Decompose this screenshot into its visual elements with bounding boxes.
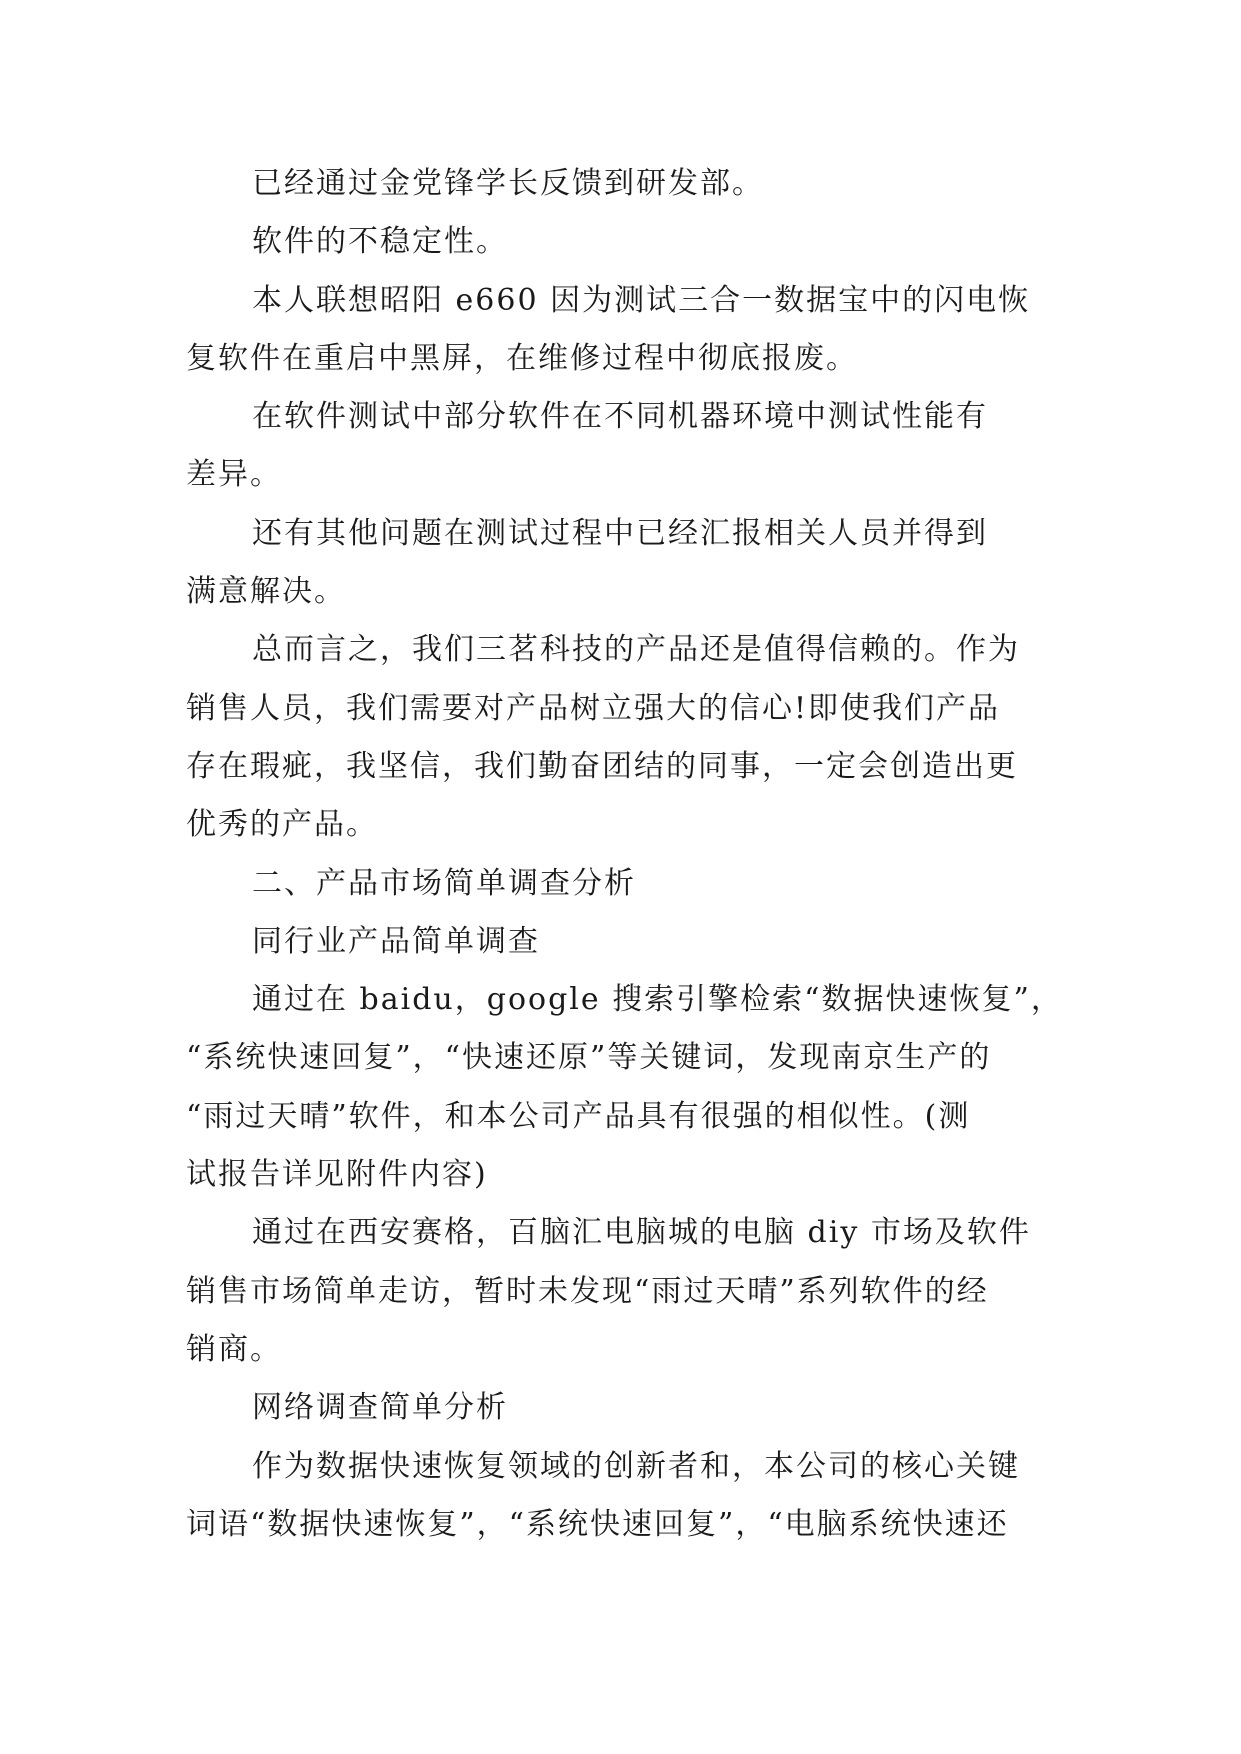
text-line: 在软件测试中部分软件在不同机器环境中测试性能有 [252,399,988,435]
text-line: 通过在西安赛格，百脑汇电脑城的电脑 diy 市场及软件 [252,1215,1031,1251]
text-line: 本人联想昭阳 e660 因为测试三合一数据宝中的闪电恢 [252,282,1031,318]
text-line: “系统快速回复”，“快速还原”等关键词，发现南京生产的 [186,1040,992,1076]
text-line: 销商。 [186,1331,282,1367]
text-line: 网络调查简单分析 [252,1390,508,1426]
text-line: 差异。 [186,457,282,493]
text-line: 二、产品市场简单调查分析 [252,865,636,901]
text-line: 还有其他问题在测试过程中已经汇报相关人员并得到 [252,515,988,551]
text-line: 同行业产品简单调查 [252,923,540,959]
text-line: 总而言之，我们三茗科技的产品还是值得信赖的。作为 [252,632,1020,668]
document-body [186,155,1066,1554]
text-line: 复软件在重启中黑屏，在维修过程中彻底报废。 [186,340,858,376]
text-line: 销售市场简单走访，暂时未发现“雨过天晴”系列软件的经 [186,1273,989,1309]
text-line: 存在瑕疵，我坚信，我们勤奋团结的同事，一定会创造出更 [186,748,1018,784]
text-line: 试报告详见附件内容) [186,1157,488,1193]
text-line: 通过在 baidu，google 搜索引擎检索“数据快速恢复”， [252,982,1063,1018]
text-line: 满意解决。 [186,574,346,610]
text-line: 优秀的产品。 [186,807,378,843]
text-line: 作为数据快速恢复领域的创新者和，本公司的核心关键 [252,1448,1020,1484]
text-line: 词语“数据快速恢复”，“系统快速回复”，“电脑系统快速还 [186,1506,1009,1542]
text-line: 软件的不稳定性。 [252,224,508,260]
text-line: “雨过天晴”软件，和本公司产品具有很强的相似性。(测 [186,1098,971,1134]
text-line: 已经通过金党锋学长反馈到研发部。 [252,166,764,201]
text-line: 销售人员，我们需要对产品树立强大的信心!即使我们产品 [186,690,1001,726]
